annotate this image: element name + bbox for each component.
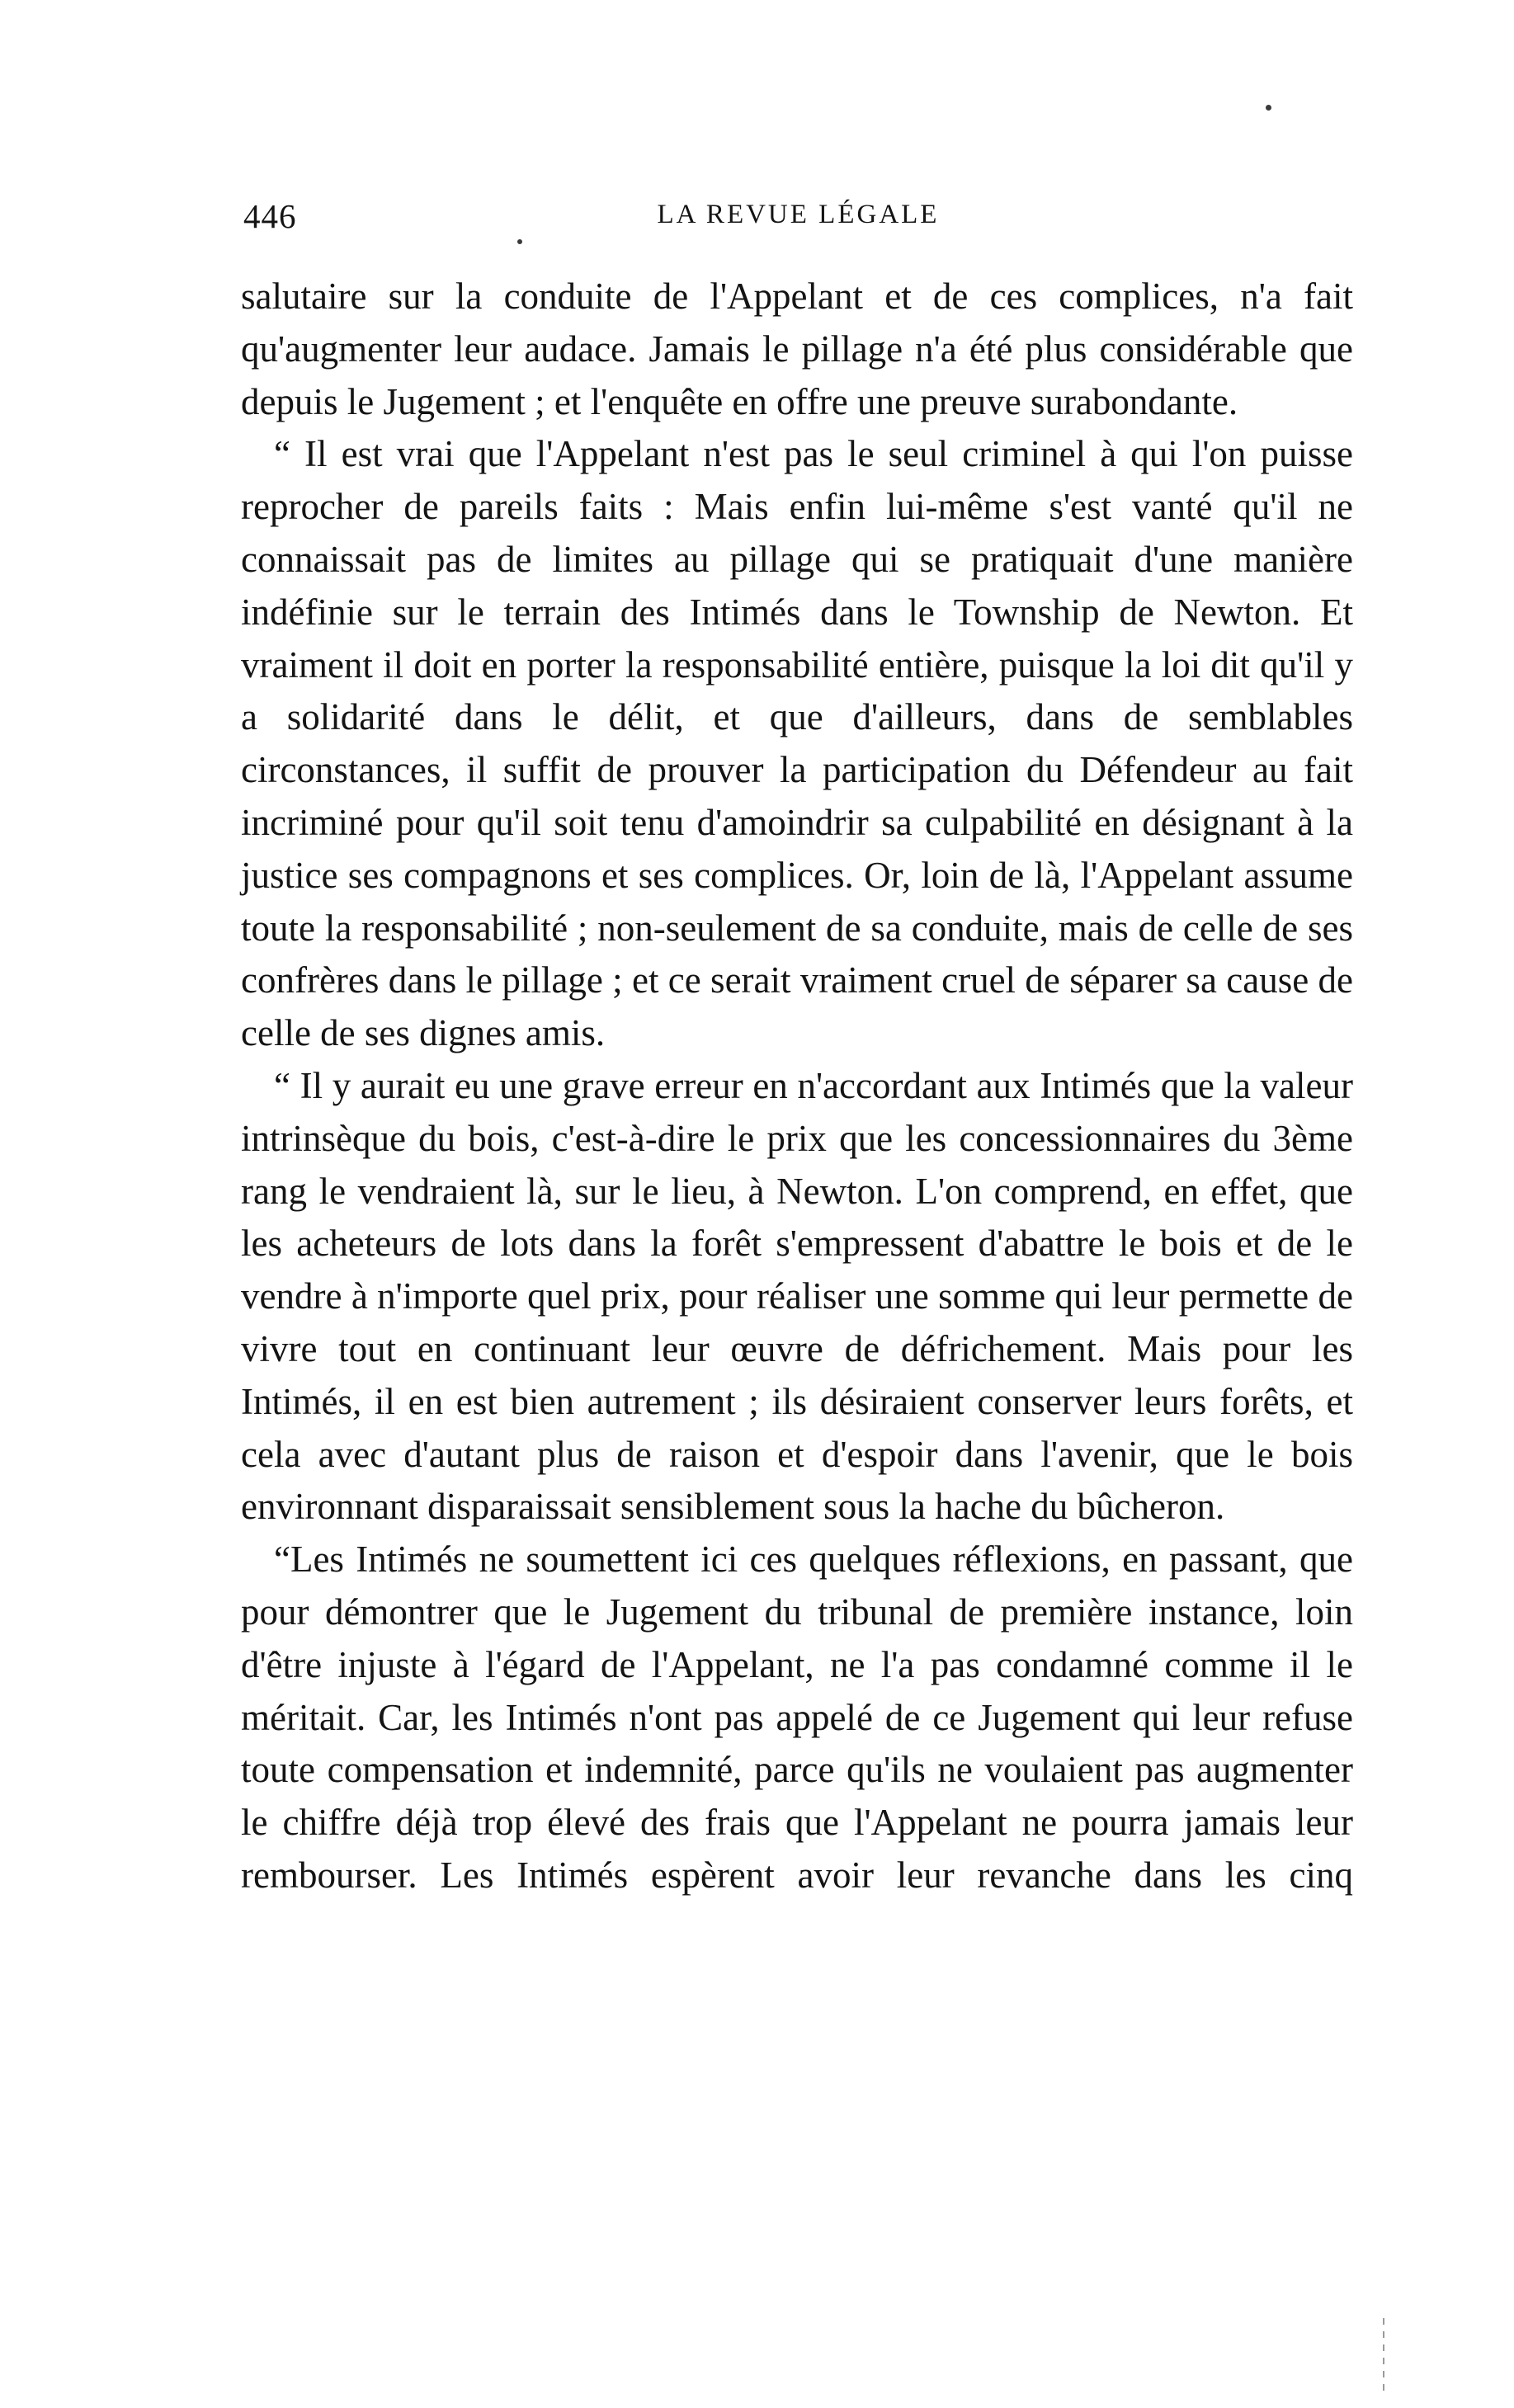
- page-edge-mark: [1383, 2318, 1384, 2392]
- ink-speck: [1266, 105, 1271, 111]
- page-number: 446: [243, 197, 297, 235]
- paragraph: salutaire sur la conduite de l'Appelant et de ces complices, n'a fait qu'augmenter leur audace. Jamais le pillage n'a été plus considérable que depuis le Jugement ; et l'enquête en offre une preuve surabondante.: [241, 276, 1353, 422]
- paragraph: “ Il y aurait eu une grave erreur en n'accordant aux Intimés que la valeur intrinsèque du bois, c'est-à-dire le prix que les concessionnaires du 3ème rang le vendraient là, sur le lieu, à Newton. L'on comprend, en effet, que les acheteurs de lots dans la forêt s'empressent d'abattre le bois et de le vendre à n'importe quel prix, pour réaliser une somme qui leur permette de vivre tout en continuant leur œuvre de défrichement. Mais pour les Intimés, il en est bien autrement ; ils désiraient conserver leurs forêts, et cela avec d'autant plus de raison et d'espoir dans l'avenir, que le bois environnant disparaissait sensiblement sous la hache du bûcheron.: [241, 1064, 1353, 1528]
- body-text: [241, 271, 1353, 1902]
- paragraph: “Les Intimés ne soumettent ici ces quelques réflexions, en passant, que pour démontrer que le Jugement du tribunal de première instance, loin d'être injuste à l'égard de l'Appelant, ne l'a pas condamné comme il le méritait. Car, les Intimés n'ont pas appelé de ce Jugement qui leur refuse toute compensation et indemnité, parce qu'ils ne voulaient pas augmenter le chiffre déjà trop élevé des frais que l'Appelant ne pourra jamais leur rembourser. Les Intimés espèrent avoir leur revanche dans les cinq: [241, 1539, 1353, 1896]
- page-header: [243, 196, 1353, 246]
- paragraph: “ Il est vrai que l'Appelant n'est pas le seul criminel à qui l'on puisse reprocher de pareils faits : Mais enfin lui-même s'est vanté qu'il ne connaissait pas de limites au pillage qui se pratiquait d'une manière indéfinie sur le terrain des Intimés dans le Township de Newton. Et vraiment il doit en porter la responsabilité entière, puisque la loi dit qu'il y a solidarité dans le délit, et que d'ailleurs, dans de semblables circonstances, il suffit de prouver la participation du Défendeur au fait incriminé pour qu'il soit tenu d'amoindrir sa culpabilité en désignant à la justice ses compagnons et ses complices. Or, loin de là, l'Appelant assume toute la responsabilité ; non-seulement de sa conduite, mais de celle de ses confrères dans le pillage ; et ce serait vraiment cruel de séparer sa cause de celle de ses dignes amis.: [241, 433, 1353, 1054]
- running-head: LA REVUE LÉGALE: [657, 200, 940, 229]
